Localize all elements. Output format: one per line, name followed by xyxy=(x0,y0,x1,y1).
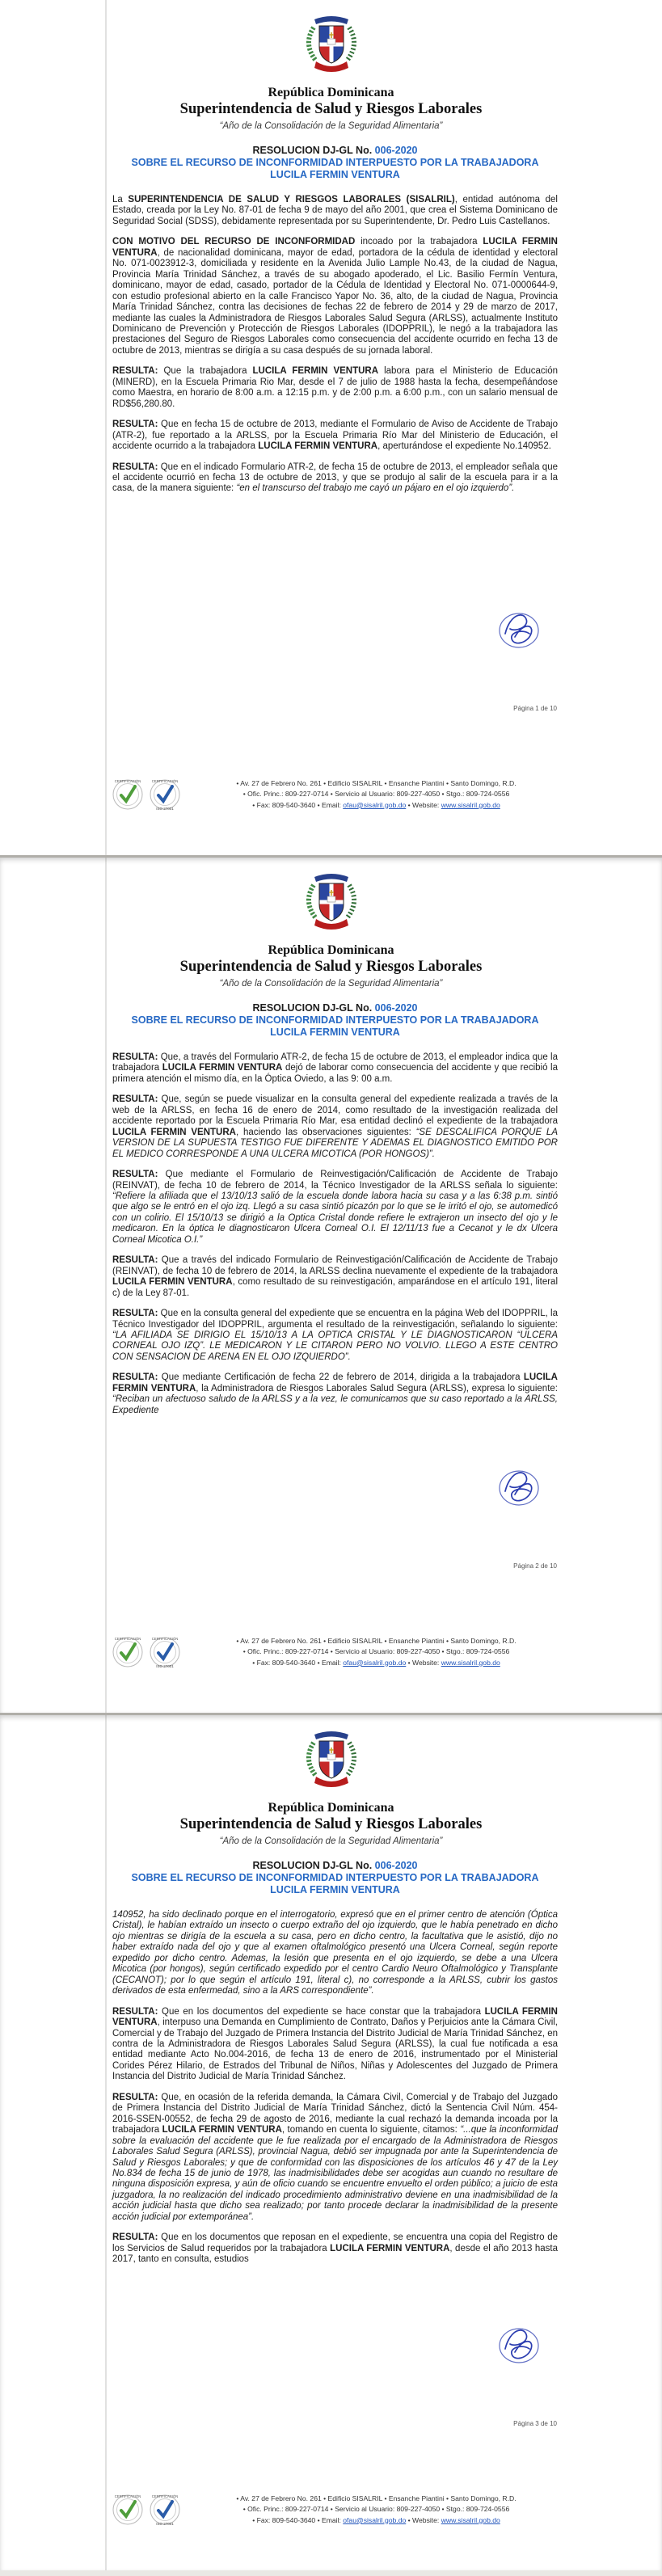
resolution-number-prefix: RESOLUCION DJ-GL No. xyxy=(252,1860,373,1871)
header-country: República Dominicana xyxy=(268,1801,394,1815)
page xyxy=(0,0,662,855)
badge-iso-label: ISO 27001 xyxy=(156,1664,174,1668)
paragraph: RESULTA: Que en la consulta general del expediente que se encuentra en la página Web del IDOPPRIL, la Técnico Investigador del IDOPPRIL, argumenta el resultado de la reinvestigación, señalando lo siguiente: “LA AFILIADA SE DIRIGIO EL 15/10/13 A LA OPTICA CRISTAL Y LE DIAGNOSTICARON “ULCERA CORNEAL OJO IZQ”. LE MEDICARON Y LE CITARON PERO NO VOLVIO. LLEGO A ESTE CENTRO CON SENSACION DE ARENA EN EL OJO IZQUIERDO”. xyxy=(112,1309,558,1362)
paragraph: RESULTA: Que la trabajadora LUCILA FERMIN VENTURA labora para el Ministerio de Educación (MINERD), en la Escuela Primaria Rio Mar, desde el 7 de julio de 1988 hasta la fecha, desempeñándose como Maestra, en horario de 8:00 a.m. a 12:15 p.m. y de 2:00 p.m. a 6:00 p.m., con un salario mensual de RD$56,280.80. xyxy=(112,366,559,409)
footer-website-label: • Website: xyxy=(406,1658,441,1667)
page-content xyxy=(112,1052,558,1416)
iso-certification-badge-green xyxy=(111,776,145,813)
footer-email-link[interactable]: ofau@sisalril.gob.do xyxy=(343,1658,407,1667)
footer-website-link[interactable]: www.sisalril.gob.do xyxy=(441,800,500,809)
footer-contact xyxy=(190,778,563,811)
certification-badges xyxy=(111,776,182,813)
header-motto: “Año de la Consolidación de la Seguridad Alimentaria” xyxy=(219,979,443,989)
dominican-coat-of-arms xyxy=(301,11,361,82)
paragraph: RESULTA: Que mediante Certificación de fecha 22 de febrero de 2014, dirigida a la trabajadora LUCILA FERMIN VENTURA, la Administradora de Riesgos Laborales Salud Segura (ARLSS), expresa lo siguiente: “Reciban un afectuoso saludo de la ARLSS y a la vez, le comunicamos que su caso reportado a la ARLSS, Expediente xyxy=(112,1372,558,1415)
badge-arc-label: CERTIFICACIÓN xyxy=(114,779,141,783)
footer-website-link[interactable]: www.sisalril.gob.do xyxy=(441,1658,500,1667)
footer-links-line xyxy=(190,800,563,811)
header-institution: Superintendencia de Salud y Riesgos Laborales xyxy=(179,101,483,117)
resolution-title xyxy=(112,1002,558,1039)
paragraph: RESULTA: Que a través del indicado Formulario de Reinvestigación/Calificación de Accidente de Trabajo (REINVAT), de fecha 10 de febrero de 2014, la ARLSS declina nuevamente el expediente de la trabajadora LUCILA FERMIN VENTURA, como resultado de su reinvestigación, amparándose en el artículo 191, literal c) de la Ley 87-01. xyxy=(112,1255,558,1298)
paragraph: CON MOTIVO DEL RECURSO DE INCONFORMIDAD incoado por la trabajadora LUCILA FERMIN VENTURA, de nacionalidad dominicana, mayor de edad, portadora de la cédula de identidad y electoral No. 071-0023912-3, domiciliada y residente en la Avenida Julio Lample No.43, de la ciudad de Nagua, Provincia María Trinidad Sánchez, a través de su abogado apoderado, el Lic. Basilio Fermín Ventura, dominicano, mayor de edad, casado, portador de la Cédula de Identidad y Electoral No. 071-0000644-9, con estudio profesional abierto en la calle Francisco Yapor No. 36, alto, de la ciudad de Nagua, Provincia María Trinidad Sánchez, contra las decisiones de fechas 22 de febrero de 2014 y 29 de marzo de 2017, mediante las cuales la Administradora de Riesgos Laborales Salud Segura (ARLSS), actualmente Instituto Dominicano de Prevención y Protección de Riesgos Laborales (IDOPPRIL), le negó a la trabajadora las prestaciones del Seguro de Riesgos Laborales como consecuencia del accidente ocurrido en fecha 13 de octubre de 2013, mientras se dirigía a su casa después de su jornada laboral. xyxy=(112,237,558,356)
badge-arc-label: CERTIFICACIÓN xyxy=(114,2494,141,2498)
paragraph: RESULTA: Que en fecha 15 de octubre de 2013, mediante el Formulario de Aviso de Accidente de Trabajo (ATR-2), fue reportado a la ARLSS, por la Escuela Primaria Río Mar del Ministerio de Educación, el accidente ocurrido a la trabajadora LUCILA FERMIN VENTURA, aperturándose el expediente No.140952. xyxy=(112,419,558,452)
paragraph: RESULTA: Que, en ocasión de la referida demanda, la Cámara Civil, Comercial y de Trabajo del Juzgado de Primera Instancia del Distrito Judicial de María Trinidad Sánchez, dictó la Sentencia Civil Núm. 454-2016-SSEN-00552, de fecha 29 de agosto de 2016, mediante la cual rechazó la demanda incoada por la trabajadora LUCILA FERMIN VENTURA, tomando en cuenta lo siguiente, citamos: “...que la inconformidad sobre la evaluación del accidente que le fue realizada por el encargado de la Administradora de Riesgos Laborales Salud Segura (ARLSS), provincial Nagua, debió ser impugnada por ante la Superintendencia de Salud y Riesgos Laborales; y que de conformidad con las disposiciones de los artículos 46 y 47 de la Ley No.834 de fecha 15 de junio de 1978, las inadmisibilidades debe ser acogidas aun cuando no resultare de ninguna disposición expresa, y aún de oficio cuando se encuentre envuelto el orden público; a juicio de esta juzgadora, la no realización del indicado procedimiento administrativo deviene en una inadmisibilidad de la acción judicial hasta que dicho sea realizado; por tanto procede declarar la inadmisibilidad de la presente acción judicial por extemporánea”. xyxy=(112,2092,558,2222)
footer-website-label: • Website: xyxy=(406,800,441,809)
dominican-coat-of-arms xyxy=(301,869,361,940)
footer-fax-label: • Fax: 809-540-3640 • Email: xyxy=(252,800,344,809)
badge-iso-label: ISO 27001 xyxy=(156,2522,174,2526)
footer-links-line xyxy=(190,1658,563,1668)
resolution-title xyxy=(112,145,558,181)
header-country: República Dominicana xyxy=(268,943,394,957)
iso-certification-badge-blue xyxy=(148,1634,182,1671)
footer-address-line: • Av. 27 de Febrero No. 261 • Edificio SISALRIL • Ensanche Piantini • Santo Domingo, R.D. xyxy=(236,779,517,788)
iso-certification-badge-blue xyxy=(148,776,182,813)
certification-badges xyxy=(111,1634,182,1671)
paragraph: RESULTA: Que, según se puede visualizar en la consulta general del expediente realizada a través de la web de la ARLSS, en fecha 16 de enero de 2014, como resultado de la investigación realizada del accidente reportado por la Escuela Primaria Río Mar, esa entidad declinó el expediente de la trabajadora LUCILA FERMIN VENTURA, haciendo las observaciones siguientes: “SE DESCALIFICA PORQUE LA VERSION DE LA SUPUESTA TESTIGO FUE DIFERENTE Y ADEMAS EL DIAGNOSTICO EMITIDO POR EL MEDICO CORRESPONDE A UNA ULCERA MICOTICA (POR HONGOS)”. xyxy=(112,1094,558,1159)
paragraph: RESULTA: Que, a través del Formulario ATR-2, de fecha 15 de octubre de 2013, el empleador indica que la trabajadora LUCILA FERMIN VENTURA dejó de laborar como consecuencia del accidente y que recibió la primera atención el mismo día, en la Óptica Oviedo, a las 9: 00 a.m. xyxy=(112,1052,559,1084)
certification-badges xyxy=(111,2491,182,2528)
handwritten-initials xyxy=(497,2323,541,2370)
page-number-label: Página 1 de 10 xyxy=(513,705,557,712)
footer-address-line: • Av. 27 de Febrero No. 261 • Edificio SISALRIL • Ensanche Piantini • Santo Domingo, R.D. xyxy=(236,1637,517,1646)
paragraph: RESULTA: Que en los documentos del expediente se hace constar que la trabajadora LUCILA FERMIN VENTURA, interpuso una Demanda en Cumplimiento de Contrato, Daños y Perjuicios ante la Cámara Civil, Comercial y de Trabajo del Juzgado de Primera Instancia del Distrito Judicial de María Trinidad Sánchez, en contra de la Administradora de Riesgos Laborales Salud Segura (ARLSS), la cual fue notificada a esa entidad mediante Acto No.004-2016, de fecha 13 de enero de 2016, instrumentado por el Ministerial Corides Pérez Hilario, de Estrados del Tribunal de Niños, Niñas y Adolescentes del Juzgado de Primera Instancia del Distrito Judicial de María Trinidad Sánchez. xyxy=(112,2006,559,2082)
footer-address-line: • Av. 27 de Febrero No. 261 • Edificio SISALRIL • Ensanche Piantini • Santo Domingo, R.D. xyxy=(236,2494,517,2503)
header-institution: Superintendencia de Salud y Riesgos Laborales xyxy=(179,959,483,975)
resolution-title xyxy=(112,1860,558,1896)
badge-arc-label: CERTIFICACIÓN xyxy=(114,1637,141,1641)
page-content xyxy=(112,195,558,495)
footer-contact xyxy=(190,1636,563,1668)
paragraph: RESULTA: Que en los documentos que reposan en el expediente, se encuentra una copia del Registro de los Servicios de Salud requeridos por la trabajadora LUCILA FERMIN VENTURA, desde el año 2013 hasta 2017, tanto en consulta, estudios xyxy=(112,2232,558,2265)
badge-arc-label: CERTIFICACIÓN xyxy=(151,2494,179,2498)
resolution-number: 006-2020 xyxy=(374,1002,418,1014)
footer-email-link[interactable]: ofau@sisalril.gob.do xyxy=(343,2515,407,2524)
paragraph: La SUPERINTENDENCIA DE SALUD Y RIESGOS LABORALES (SISALRIL), entidad autónoma del Estado, creada por la Ley No. 87-01 de fecha 9 de mayo del año 2001, que crea el Sistema Dominicano de Seguridad Social (SDSS), debidamente representada por su Superintendente, Dr. Pedro Luis Castellanos. xyxy=(112,195,558,226)
footer-fax-label: • Fax: 809-540-3640 • Email: xyxy=(252,2515,344,2524)
dominican-coat-of-arms xyxy=(301,1726,361,1798)
header-motto: “Año de la Consolidación de la Seguridad Alimentaria” xyxy=(219,1836,443,1846)
header-country: República Dominicana xyxy=(268,86,394,99)
footer-links-line xyxy=(190,2515,563,2526)
footer-phones-line: • Ofic. Princ.: 809-227-0714 • Servicio al Usuario: 809-227-4050 • Stgo.: 809-724-0556 xyxy=(242,1647,510,1656)
iso-certification-badge-green xyxy=(111,2491,145,2528)
footer-website-link[interactable]: www.sisalril.gob.do xyxy=(441,2515,500,2524)
resolution-subject: SOBRE EL RECURSO DE INCONFORMIDAD INTERPUESTO POR LA TRABAJADORA LUCILA FERMIN VENTURA xyxy=(131,1872,539,1895)
page-footer xyxy=(111,1634,563,1671)
page-footer xyxy=(111,776,563,813)
resolution-number-prefix: RESOLUCION DJ-GL No. xyxy=(252,145,373,156)
page-number-label: Página 2 de 10 xyxy=(513,1562,557,1570)
iso-certification-badge-blue xyxy=(148,2491,182,2528)
footer-phones-line: • Ofic. Princ.: 809-227-0714 • Servicio al Usuario: 809-227-4050 • Stgo.: 809-724-0556 xyxy=(242,790,510,799)
badge-arc-label: CERTIFICACIÓN xyxy=(151,1637,179,1641)
resolution-subject: SOBRE EL RECURSO DE INCONFORMIDAD INTERPUESTO POR LA TRABAJADORA LUCILA FERMIN VENTURA xyxy=(131,157,539,180)
footer-email-link[interactable]: ofau@sisalril.gob.do xyxy=(343,800,407,809)
paragraph: RESULTA: Que mediante el Formulario de Reinvestigación/Calificación de Accidente de Trabajo (REINVAT), de fecha 10 de febrero de 2014, la Técnico Investigador de la ARLSS señala lo siguiente: “Refiere la afiliada que el 13/10/13 salió de la escuela donde labora hacia su casa y a las 6:38 p.m. sintió que algo se le entró en el ojo izq. Llegó a su casa sintió picazón por lo que se le irritó el ojo, se automedicó con un colirio. El 15/10/13 se dirigió a la Optica Cristal donde refiere le extrajeron un insecto del ojo y le medicaron. En la óptica le diagnosticaron Ulcera Corneal O.I. El 12/11/13 fue a Cecanot y le dx Ulcera Corneal Micotica O.I.” xyxy=(112,1170,558,1245)
page-content xyxy=(112,1910,558,2266)
paragraph: RESULTA: Que en el indicado Formulario ATR-2, de fecha 15 de octubre de 2013, el empleador señala que el accidente ocurrió en fecha 13 de octubre de 2013, y que se produjo al salir de la escuela para ir a la casa, de la manera siguiente: “en el transcurso del trabajo me cayó un pájaro en el ojo izquierdo”. xyxy=(112,462,558,494)
header-institution: Superintendencia de Salud y Riesgos Laborales xyxy=(179,1816,483,1832)
badge-arc-label: CERTIFICACIÓN xyxy=(151,779,179,783)
resolution-number: 006-2020 xyxy=(374,1860,418,1871)
paragraph: 140952, ha sido declinado porque en el interrogatorio, expresó que en el primer centro de atención (Óptica Cristal), le habían extraído un insecto o cuerpo extraño del ojo izquierdo, que le había penetrado en dicho ojo mientras se dirigía de la escuela a su casa, pero en dicho centro, la facultativa que le asistió, dijo no haber extraído nada del ojo y que al examen oftalmológico presentó una Ulcera Corneal, según reporte expedido por dicho centro. Ademas, la lesión que presenta en el ojo izquierdo, se debe a una Ulcera Micotica (por hongos), según certificado expedido por el centro Cardio Neuro Oftalmológico y Transplante (CECANOT); por lo que según el artículo 191, literal c), no corresponde a la ARLSS, cubrir los gastos derivados de esta enfermedad, sino a la ARS correspondiente”. xyxy=(112,1910,558,1996)
footer-contact xyxy=(190,2494,563,2526)
page-footer xyxy=(111,2491,563,2528)
resolution-number: 006-2020 xyxy=(374,145,418,156)
footer-fax-label: • Fax: 809-540-3640 • Email: xyxy=(252,1658,344,1667)
page xyxy=(0,855,662,1713)
handwritten-initials xyxy=(497,608,541,655)
resolution-subject: SOBRE EL RECURSO DE INCONFORMIDAD INTERPUESTO POR LA TRABAJADORA LUCILA FERMIN VENTURA xyxy=(131,1014,539,1038)
iso-certification-badge-green xyxy=(111,1634,145,1671)
header-motto: “Año de la Consolidación de la Seguridad Alimentaria” xyxy=(219,121,443,131)
footer-phones-line: • Ofic. Princ.: 809-227-0714 • Servicio al Usuario: 809-227-4050 • Stgo.: 809-724-0556 xyxy=(242,2505,510,2514)
resolution-number-prefix: RESOLUCION DJ-GL No. xyxy=(252,1002,373,1014)
footer-website-label: • Website: xyxy=(406,2515,441,2524)
page-number-label: Página 3 de 10 xyxy=(513,2420,557,2427)
handwritten-initials xyxy=(497,1465,541,1512)
badge-iso-label: ISO 27001 xyxy=(156,807,174,811)
page xyxy=(0,1713,662,2570)
